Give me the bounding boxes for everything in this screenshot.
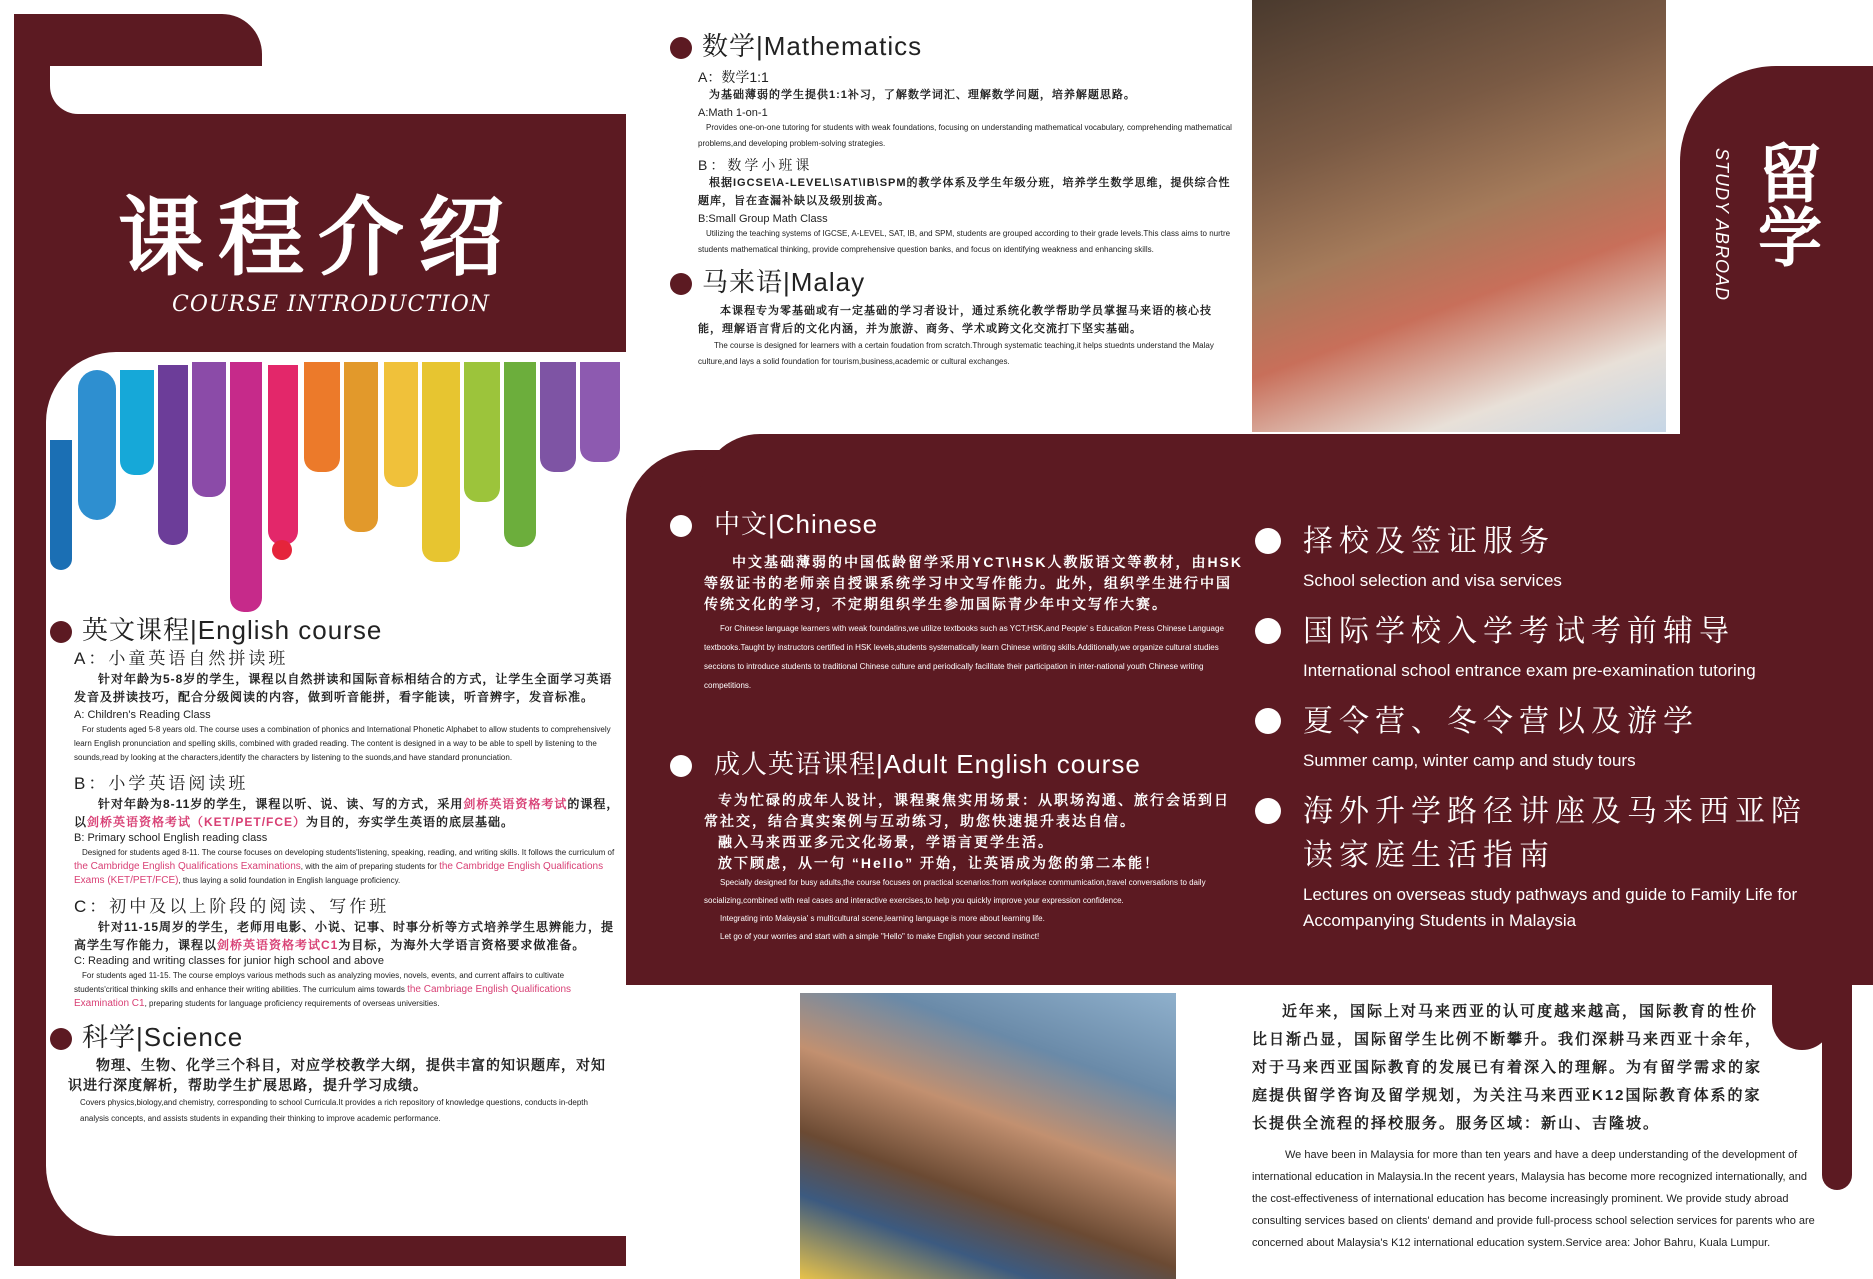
english-b-body-en: Designed for students aged 8-11. The course focuses on developing students'listening, speaking, reading, and writing skills. It follows the curriculum of the Cambridge English Qualifications Examinations, with the aim of preparing students for the Cambridge English Qualifications Exams (KET/PET/FCE), thus laying a solid foundation in English language proficiency. xyxy=(74,848,615,886)
color-drip xyxy=(344,362,378,532)
malay-body-en: The course is designed for learners with a certain foudation from scratch.Through systematic teaching,it helps stuednts understand the Malay culture,and lays a solid foundation for tourism,business,academic or cultural exchanges. xyxy=(698,341,1214,366)
math-a-body-en: Provides one-on-one tutoring for students with weak foundations, focusing on understanding mathematical vocabulary, comprehending mathematical problems,and developing problem-solving strategies. xyxy=(698,123,1232,148)
math-section xyxy=(670,30,1235,258)
color-drip xyxy=(158,365,188,545)
chinese-body-cn: 中文基础薄弱的中国低龄留学采用YCT\HSK人教版语文等教材，由HSK等级证书的老师亲自授课系统学习中文写作能力。此外，组织学生进行中国传统文化的学习，不定期组织学生参加国际青少年中文写作大赛。 xyxy=(704,554,1244,612)
english-heading: 英文课程|English course xyxy=(82,615,383,645)
color-drip xyxy=(230,362,262,612)
bullet-icon xyxy=(1255,798,1281,824)
malay-heading: 马来语|Malay xyxy=(702,267,866,297)
adult-body-cn-3: 放下顾虑，从一句 “Hello” 开始，让英语成为您的第二本能！ xyxy=(718,855,1161,871)
bullet-icon xyxy=(670,273,692,295)
color-drop xyxy=(272,540,292,560)
english-b-title-cn: B：小学英语阅读班 xyxy=(74,774,249,793)
english-a-title-en: A: Children's Reading Class xyxy=(74,709,211,721)
adult-body-en-1: Specially designed for busy adults,the course focuses on practical scenarios:from workplace commumication,travel conversations to daily socializing,combined with real cases and interactive exercises,to help you quickly improve your expression confidence. xyxy=(704,878,1206,905)
bullet-icon xyxy=(1255,618,1281,644)
boy-drawing-photo xyxy=(800,993,1176,1279)
services-list xyxy=(1255,520,1815,934)
malay-section xyxy=(670,266,1235,370)
english-b-title-en: B: Primary school English reading class xyxy=(74,832,268,844)
page-title: 课程介绍 xyxy=(118,187,518,288)
service-item: 夏令营、冬令营以及游学 Summer camp, winter camp and study tours xyxy=(1255,700,1815,774)
color-drip xyxy=(50,440,72,570)
math-heading: 数学|Mathematics xyxy=(702,31,923,61)
bullet-icon xyxy=(670,515,692,537)
color-drip xyxy=(540,362,576,472)
adult-english-heading: 成人英语课程|Adult English course xyxy=(714,749,1141,779)
study-abroad-cn: 留学 xyxy=(1747,140,1822,268)
teacher-children-photo xyxy=(1252,0,1666,432)
english-c-body-en: For students aged 11-15. The course employs various methods such as analyzing movies, novels, events, and current affairs to cultivate students'critical thinking skills and enhance their writing abilities. The curriculum aims towards the Cambriage English Qualifications Examination C1, preparing students for language proficiency requirements of overseas universities. xyxy=(74,971,572,1009)
left-top-notch xyxy=(50,66,262,114)
color-drip xyxy=(78,370,116,520)
color-drip xyxy=(580,362,620,462)
color-drip xyxy=(268,365,298,545)
about-section xyxy=(1252,998,1832,1254)
bullet-icon xyxy=(50,1028,72,1050)
color-drip xyxy=(120,370,154,475)
english-c-title-en: C: Reading and writing classes for junior high school and above xyxy=(74,955,385,967)
science-heading: 科学|Science xyxy=(82,1022,244,1052)
color-drip xyxy=(464,362,500,502)
color-drip xyxy=(192,362,226,497)
math-a-body-cn: 为基础薄弱的学生提供1:1补习，了解数学词汇、理解数学问题，培养解题思路。 xyxy=(709,89,1136,101)
bullet-icon xyxy=(50,621,72,643)
left-column-content xyxy=(50,614,620,1127)
science-body-cn: 物理、生物、化学三个科目，对应学校教学大纲，提供丰富的知识题库，对知识进行深度解析，帮助学生扩展思路，提升学习成绩。 xyxy=(68,1057,606,1093)
chinese-body-en: For Chinese language learners with weak foundatins,we utilize textbooks such as YCT,HSK,and People' s Education Press Chinese Language textbooks.Taught by instructors certified in HSK levels,students systematically learn Chinese writing skills.Additionally,we organize cultural studies seccions to introduce students to traditional Chinese culture and periodically facilitate their participation in inter-national youth Chinese writing competitions. xyxy=(704,624,1224,690)
malay-body-cn: 本课程专为零基础或有一定基础的学习者设计，通过系统化教学帮助学员掌握马来语的核心技能，理解语言背后的文化内涵，并为旅游、商务、学术或跨文化交流打下坚实基础。 xyxy=(698,305,1212,335)
english-section xyxy=(50,614,620,1011)
math-b-body-en: Utilizing the teaching systems of IGCSE, A-LEVEL, SAT, IB, and SPM, students are grouped according to their grade levels.This class aims to nurtre students mathematical thinking, provide comprehensive question banks, and focus on identifying weakness and enhancing skills. xyxy=(698,229,1231,254)
study-abroad-en: STUDY ABROAD xyxy=(1712,148,1732,302)
english-c-title-cn: C：初中及以上阶段的阅读、写作班 xyxy=(74,897,390,916)
service-item: 择校及签证服务 School selection and visa services xyxy=(1255,520,1815,594)
english-a-title-cn: A：小童英语自然拼读班 xyxy=(74,649,289,668)
bullet-icon xyxy=(670,755,692,777)
bullet-icon xyxy=(1255,708,1281,734)
service-item: 国际学校入学考试考前辅导 International school entrance exam pre-examination tutoring xyxy=(1255,610,1815,684)
about-body-en: We have been in Malaysia for more than ten years and have a deep understanding of the development of international education in Malaysia.In the recent years, Malaysia has become more recognized internationally, and the cost-effectiveness of international education has become increasingly prominent. We provide study abroad consulting services based on clients' demand and provide full-process school selection services for parents who are concerned about Malaysia's K12 international education system.Service area: Johor Bahru, Kuala Lumpur. xyxy=(1252,1149,1815,1249)
english-a-body-cn: 针对年龄为5-8岁的学生，课程以自然拼读和国际音标相结合的方式，让学生全面学习英语发音及拼读技巧，配合分级阅读的内容，做到听音能拼，看字能读，听音辨字，发音标准。 xyxy=(74,672,613,704)
page-subtitle: COURSE INTRODUCTION xyxy=(172,292,490,317)
color-drip xyxy=(304,362,340,472)
english-a-body-en: For students aged 5-8 years old. The course uses a combination of phonics and International Phonetic Alphabet to allow students to comprehensively learn English pronunciation and spelling skills, combined with graded reading. The content is designed in a way to be able to spell by listening to the sounds,read by looking at the characters,identify the characters by listening to the suonds,and have standard pronunciation. xyxy=(74,725,611,762)
about-body-cn: 近年来，国际上对马来西亚的认可度越来越高，国际教育的性价比日渐凸显，国际留学生比例不断攀升。我们深耕马来西亚十余年，对于马来西亚国际教育的发展已有着深入的理解。为有留学需求的家庭提供留学咨询及留学规划，为关注马来西亚K12国际教育体系的家长提供全流程的择校服务。服务区域：新山、吉隆坡。 xyxy=(1252,1003,1763,1132)
chinese-section xyxy=(670,508,1245,695)
adult-body-en-2: Integrating into Malaysia' s multicultural scene,learning language is more about learning life. xyxy=(720,914,1045,923)
color-drip xyxy=(504,362,536,547)
bullet-icon xyxy=(670,37,692,59)
science-body-en: Covers physics,biology,and chemistry, corresponding to school Curricula.It provides a rich repository of knowledge questions, conducts in-depth analysis concepts, and assists students in expanding their thinking to improve academic performance. xyxy=(80,1098,588,1123)
math-b-title-cn: B：数学小班课 xyxy=(698,157,813,173)
adult-body-cn-2: 融入马来西亚多元文化场景，学语言更学生活。 xyxy=(718,834,1054,850)
math-b-body-cn: 根据IGCSE\A-LEVEL\SAT\IB\SPM的教学体系及学生年级分班，培养学生数学思维，提供综合性题库，旨在查漏补缺以及级别拔高。 xyxy=(698,177,1231,207)
bullet-icon xyxy=(1255,528,1281,554)
science-section xyxy=(50,1021,620,1127)
math-a-title-cn: A：数学1:1 xyxy=(698,69,769,85)
adult-body-cn-1: 专为忙碌的成年人设计，课程聚焦实用场景：从职场沟通、旅行会话到日常社交，结合真实案例与互动练习，助您快速提升表达自信。 xyxy=(704,792,1230,829)
color-drip xyxy=(384,362,418,487)
service-item: 海外升学路径讲座及马来西亚陪读家庭生活指南 Lectures on overseas study pathways and guide to Family Life for Accompanying Students in Malaysia xyxy=(1255,790,1815,934)
top-middle-content xyxy=(670,30,1235,370)
adult-english-section xyxy=(670,748,1245,946)
english-c-body-cn: 针对11-15周岁的学生，老师用电影、小说、记事、时事分析等方式培养学生思辨能力，提高学生写作能力，课程以剑桥英语资格考试C1为目标，为海外大学语言资格要求做准备。 xyxy=(74,920,615,952)
color-drip xyxy=(422,362,460,562)
chinese-heading: 中文|Chinese xyxy=(714,509,879,539)
math-b-title-en: B:Small Group Math Class xyxy=(698,213,828,225)
math-a-title-en: A:Math 1-on-1 xyxy=(698,107,768,119)
english-b-body-cn: 针对年龄为8-11岁的学生，课程以听、说、读、写的方式，采用剑桥英语资格考试的课程，以剑桥英语资格考试（KET/PET/FCE）为目的，夯实学生英语的底层基础。 xyxy=(74,797,620,829)
adult-body-en-3: Let go of your worries and start with a simple "Hello" to make English your second instinct! xyxy=(720,932,1040,941)
